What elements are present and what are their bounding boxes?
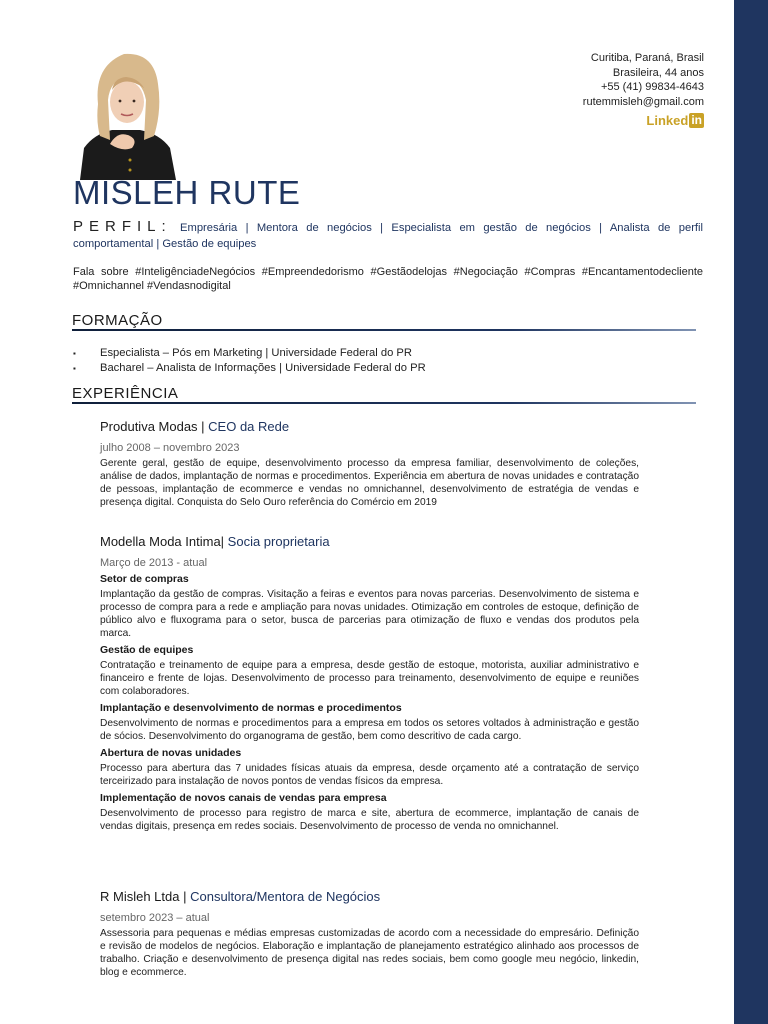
job-company: R Misleh Ltda bbox=[100, 889, 180, 904]
job-heading bbox=[100, 419, 639, 434]
section-divider bbox=[72, 402, 696, 404]
job-role: CEO da Rede bbox=[208, 419, 290, 434]
job-subsection-title: Implementação de novos canais de vendas para empresa bbox=[100, 792, 387, 804]
education-item: ▪ Bacharel – Analista de Informações | Universidade Federal do PR bbox=[73, 361, 426, 376]
job-heading bbox=[100, 889, 639, 904]
job-subsection-title: Abertura de novas unidades bbox=[100, 747, 242, 759]
job-subsection-description: Processo para abertura das 7 unidades físicas atuais da empresa, desde orçamento até a contratação de serviço terceirizado para instalação de novos pontos de vendas físicos da empresa. bbox=[100, 763, 639, 787]
profile-label: PERFIL: bbox=[73, 218, 172, 235]
job-heading bbox=[100, 534, 639, 549]
profile-photo bbox=[72, 44, 180, 180]
contact-phone[interactable]: +55 (41) 99834-4643 bbox=[600, 81, 704, 94]
education-item: ▪ Especialista – Pós em Marketing | Universidade Federal do PR bbox=[73, 346, 426, 361]
job-subsection-description: Desenvolvimento de processo para registro de marca e site, abertura de ecommerce, implantação de canais de vendas digitais, presença em redes sociais. Desenvolvimento de processo de venda no omnichannel. bbox=[100, 808, 639, 832]
job-separator: | bbox=[220, 534, 228, 549]
linkedin-logo-link[interactable] bbox=[646, 113, 704, 128]
sidebar-stripe bbox=[734, 0, 768, 1024]
education-list bbox=[73, 346, 426, 376]
section-title-formacao: FORMAÇÃO bbox=[72, 312, 163, 329]
job-subsection-description: Desenvolvimento de normas e procedimentos para a empresa em todos os setores voltados à administração e gestão de sócios. Desenvolvimento do organograma de gestão, bem como descritivo de cada cargo. bbox=[100, 718, 639, 742]
section-divider bbox=[72, 329, 696, 331]
job-role: Consultora/Mentora de Negócios bbox=[190, 889, 381, 904]
job-subsection-description: Implantação da gestão de compras. Visitação a feiras e eventos para novas parcerias. Desenvolvimento de sistema e processo de compra para a rede e ampliação para novas unidades. Otimização em controles de estoque, definição de público alvo e fluxograma para o setor, busca de parcerias para otimização de fluxo e vendas dos produtos pela marca. bbox=[100, 589, 639, 639]
linkedin-icon: in bbox=[691, 113, 702, 128]
job-description: Assessoria para pequenas e médias empresas customizadas de acordo com a necessidade do empresário. Definição e revisão de modelos de negócios. Elaboração e implantação de planejamento estratégico alinhado aos processos de trabalho. Criação e desenvolvimento de presença digital nas redes sociais, bem como google meu negócio, linkedin, blog e ecommerce. bbox=[100, 928, 639, 978]
job-entry bbox=[100, 534, 639, 833]
job-subsection-title: Implantação e desenvolvimento de normas e procedimentos bbox=[100, 702, 402, 714]
linkedin-logo-text: Linked bbox=[646, 112, 689, 128]
contact-city: Curitiba, Paraná, Brasil bbox=[590, 52, 704, 64]
hashtags-text: Fala sobre #InteligênciadeNegócios #Empreendedorismo #Gestãodelojas #Negociação #Compras #Encantamentodecliente #Omnichannel #Vendasnodigital bbox=[73, 266, 703, 292]
job-entry bbox=[100, 419, 639, 509]
job-subsection-title: Setor de compras bbox=[100, 573, 189, 585]
job-separator: | bbox=[179, 889, 191, 904]
contact-nationality-age: Brasileira, 44 anos bbox=[612, 66, 704, 79]
job-separator: | bbox=[197, 419, 209, 434]
job-company: Produtiva Modas bbox=[100, 419, 198, 434]
section-title-experiencia: EXPERIÊNCIA bbox=[72, 385, 179, 402]
contact-block bbox=[583, 51, 704, 129]
profile-summary bbox=[73, 219, 703, 252]
job-date: Março de 2013 - atual bbox=[100, 557, 208, 569]
job-role: Socia proprietaria bbox=[227, 534, 330, 549]
profile-photo-illustration bbox=[72, 44, 180, 180]
profile-text: Empresária | Mentora de negócios | Especialista em gestão de negócios | Analista de perfil comportamental | Gestão de equipes bbox=[73, 222, 704, 250]
candidate-name: MISLEH RUTE bbox=[73, 174, 301, 211]
job-date: julho 2008 – novembro 2023 bbox=[100, 442, 240, 454]
job-subsection-title: Gestão de equipes bbox=[100, 644, 194, 656]
contact-email[interactable]: rutemmisleh@gmail.com bbox=[582, 95, 704, 108]
job-entry bbox=[100, 889, 639, 979]
job-subsection-description: Contratação e treinamento de equipe para a empresa, desde gestão de estoque, motorista, auxiliar administrativo e financeiro e frente de lojas. Desenvolvimento de processo para treinamento, desenvolvimento de equipe e reuniões com colaboradores. bbox=[100, 660, 639, 697]
job-company: Modella Moda Intima bbox=[100, 534, 221, 549]
job-date: setembro 2023 – atual bbox=[100, 912, 210, 924]
job-description: Gerente geral, gestão de equipe, desenvolvimento processo da empresa familiar, desenvolvimento de coleções, análise de dados, implantação de normas e procedimentos. Experiência em abertura de novas unidades e contratação de pessoas, implantação de ecommerce e vendas no omnichannel, desenvolvimento de estratégia de vendas e presença digital. Conquista do Selo Ouro referência do Comércio em 2019 bbox=[100, 458, 639, 508]
